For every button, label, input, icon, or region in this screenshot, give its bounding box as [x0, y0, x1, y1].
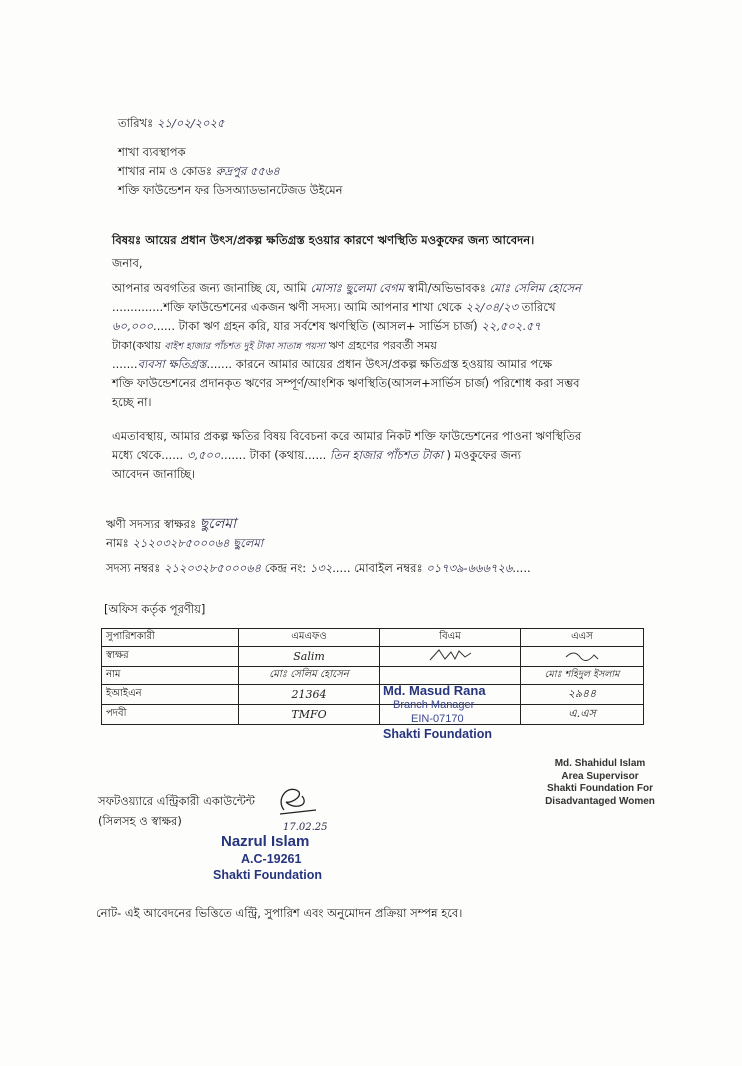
branch-value: রুদ্রপুর ৫৫৬৪: [215, 164, 280, 178]
bm-stamp-ein: EIN-07170: [411, 713, 464, 725]
member-signature-label: ঋণী সদস্যর স্বাক্ষরঃ: [106, 517, 197, 531]
as-designation: এ.এস: [521, 705, 644, 725]
para1-line4: [112, 339, 437, 352]
applicant-name: মোসাঃ ছুলেমা বেগম: [310, 281, 404, 295]
para1-line5: .......ব্যবসা ক্ষতিগ্রস্ত....... কারনে আমার আয়ের প্রধান উৎস/প্রকল্প ক্ষতিগ্রস্ত হওয়ায় আমার পক্ষে: [112, 357, 553, 371]
member-name-label: নামঃ: [106, 536, 129, 550]
table-row: [102, 667, 644, 685]
mfo-ein: 21364: [239, 685, 380, 705]
bm-stamp-name: Md. Masud Rana: [383, 683, 486, 698]
loan-date: ২২/০৪/২৩: [465, 300, 519, 314]
para2-line1: এমতাবস্থায়, আমার প্রকল্প ক্ষতির বিষয় বিবেচনা করে আমার নিকট শক্তি ফাউন্ডেশনের পাওনা ঋণস্থিতির: [112, 429, 582, 443]
row-label-ein: ইআইএন: [102, 685, 239, 705]
table-row: [102, 647, 644, 667]
date-line: [118, 117, 224, 131]
col-header-recommender: সুপারিশকারী: [102, 629, 239, 647]
as-name: মোঃ শহিদুল ইসলাম: [521, 667, 644, 685]
mobile-value: ০১৭৩৯-৬৬৬৭২৬: [426, 561, 513, 575]
accountant-stamp-org: Shakti Foundation: [213, 868, 323, 882]
para1-text-a: আপনার অবগতির জন্য জানাচ্ছি যে, আমি: [112, 281, 307, 295]
member-signature: ছুলেমা: [199, 516, 237, 532]
balance-words: বাইশ হাজার পাঁচশত দুই টাকা সাতান্ন পয়সা: [164, 341, 326, 352]
table-row: [102, 705, 644, 725]
damage-reason: ব্যবসা ক্ষতিগ্রস্ত: [137, 357, 207, 371]
para2-text-c: ) মওকুফের জন্য: [446, 448, 522, 462]
loan-amount: ৬০,০০০: [112, 319, 154, 333]
mobile-label: মোবাইল নম্বরঃ: [354, 561, 423, 575]
waiver-words: তিন হাজার পাঁচশত টাকা: [329, 448, 443, 462]
subject-line: বিষয়ঃ আয়ের প্রধান উৎস/প্রকল্প ক্ষতিগ্রস্ত হওয়ার কারণে ঋণস্থিতি মওকুফের জন্য আবেদন।: [112, 233, 535, 247]
para1-line6: শক্তি ফাউন্ডেশনের প্রদানকৃত ঋণের সম্পূর্ণ/আংশিক ঋণস্থিতি(আসল+সার্ভিস চার্জ) পরিশোধ করা সম্ভব: [112, 376, 580, 390]
mfo-signature: Salim: [239, 647, 380, 667]
para1-line7: হচ্ছে না।: [112, 395, 152, 409]
member-signature-line: [106, 516, 236, 533]
as-stamp-title: Area Supervisor: [561, 770, 639, 782]
guardian-name: মোঃ সেলিম হোসেন: [489, 281, 581, 295]
table-row: [102, 685, 644, 705]
member-id-line: সদস্য নম্বরঃ ২১২০৩২৮৫০০০৬৪ কেন্দ্র নং: ১৩২..... মোবাইল নম্বরঃ ০১৭৩৯-৬৬৬৭২৬.....: [106, 561, 531, 575]
bm-stamp-title: Branch Manager: [393, 699, 475, 711]
bm-name: [380, 667, 521, 685]
member-id-value: ২১২০৩২৮৫০০০৬৪: [163, 561, 262, 575]
accountant-stamp-ac: A.C-19261: [241, 852, 302, 866]
as-stamp-name: Md. Shahidul Islam: [554, 758, 646, 769]
as-signature-scribble: [562, 647, 602, 663]
mfo-name: মোঃ সেলিম হোসেন: [239, 667, 380, 685]
bm-stamp-org: Shakti Foundation: [383, 727, 493, 741]
as-ein: ২৯৪৪: [521, 685, 644, 705]
accountant-sign-date: 17.02.25: [283, 822, 328, 833]
date-label: তারিখঃ: [118, 116, 154, 130]
para1-text-f: টাকা(কথায়: [112, 339, 161, 352]
row-label-signature: স্বাক্ষর: [102, 647, 239, 667]
col-header-as: এএস: [521, 629, 644, 647]
office-header-row: [102, 629, 644, 647]
para1-text-h: কারনে আমার আয়ের প্রধান উৎস/প্রকল্প ক্ষতিগ্রস্ত হওয়ায় আমার পক্ষে: [235, 357, 553, 371]
row-label-name: নাম: [102, 667, 239, 685]
para2-line3: আবেদন জানাচ্ছি।: [112, 467, 196, 481]
member-id-label: সদস্য নম্বরঃ: [106, 561, 161, 575]
office-table: [101, 628, 644, 725]
para1-text-b: স্বামী/অভিভাবকঃ: [407, 281, 486, 295]
para1-line1: [112, 282, 581, 296]
row-label-designation: পদবী: [102, 705, 239, 725]
member-name-value: ২১২০৩২৮৫০০০৬৪ ছুলেমা: [132, 536, 264, 550]
kendra-value: ১৩২: [309, 561, 333, 575]
accountant-stamp-name: Nazrul Islam: [221, 833, 310, 850]
col-header-mfo: এমএফও: [239, 629, 380, 647]
branch-label: শাখার নাম ও কোডঃ: [118, 164, 213, 178]
para1-text-d: তারিখে: [521, 300, 556, 314]
mfo-designation: TMFO: [239, 705, 380, 725]
para1-text-e: টাকা ঋণ গ্রহন করি, যার সর্বশেষ ঋণস্থিতি (আসল+ সার্ভিস চার্জ): [178, 319, 478, 333]
col-header-bm: বিএম: [380, 629, 521, 647]
date-value: ২১/০২/২০২৫: [156, 116, 225, 130]
accountant-signature: [272, 780, 322, 822]
bm-signature-scribble: [425, 647, 475, 663]
as-stamp: [520, 758, 680, 808]
org-name: শক্তি ফাউন্ডেশন ফর ডিসঅ্যাডভানটেজড উইমেন: [118, 183, 343, 197]
accountant-sublabel: (সিলসহ ও স্বাক্ষর): [98, 814, 182, 828]
addressee-title: শাখা ব্যবস্থাপক: [118, 145, 186, 159]
as-signature: [521, 647, 644, 667]
para1-line3: ৬০,০০০...... টাকা ঋণ গ্রহন করি, যার সর্বশেষ ঋণস্থিতি (আসল+ সার্ভিস চার্জ) ২২,৫০২.৫৭: [112, 319, 541, 333]
kendra-label: কেন্দ্র নং:: [264, 561, 307, 575]
as-stamp-org2: Disadvantaged Women: [545, 795, 655, 807]
para2-line2: মধ্যে থেকে...... ৩,৫০০....... টাকা (কথায়...... তিন হাজার পাঁচশত টাকা ) মওকুফের জন্য: [112, 448, 522, 462]
office-section-label: [অফিস কর্তৃক পূরণীয়]: [104, 602, 206, 616]
loan-balance: ২২,৫০২.৫৭: [481, 319, 541, 333]
para1-line2: ..............শক্তি ফাউন্ডেশনের একজন ঋণী সদস্য। আমি আপনার শাখা থেকে ২২/০৪/২৩ তারিখে: [112, 300, 556, 314]
accountant-label: সফটওয়্যারে এন্ট্রিকারী একাউন্টেন্ট: [98, 794, 255, 808]
para2-text-a: মধ্যে থেকে: [112, 448, 162, 462]
para1-text-c: শক্তি ফাউন্ডেশনের একজন ঋণী সদস্য। আমি আপনার শাখা থেকে: [163, 300, 462, 314]
salutation: জনাব,: [112, 256, 143, 270]
para1-text-g: ঋণ গ্রহণের পরবর্তী সময়: [328, 339, 437, 352]
member-name-line: [106, 537, 263, 551]
bm-signature: [380, 647, 521, 667]
as-stamp-org1: Shakti Foundation For: [546, 783, 654, 794]
waiver-amount: ৩,৫০০: [186, 448, 221, 462]
footer-note: নোট- এই আবেদনের ভিত্তিতে এন্ট্রি, সুপারিশ এবং অনুমোদন প্রক্রিয়া সম্পন্ন হবে।: [96, 906, 463, 920]
branch-line: [118, 165, 280, 179]
para2-text-b: টাকা (কথায়: [249, 448, 305, 462]
